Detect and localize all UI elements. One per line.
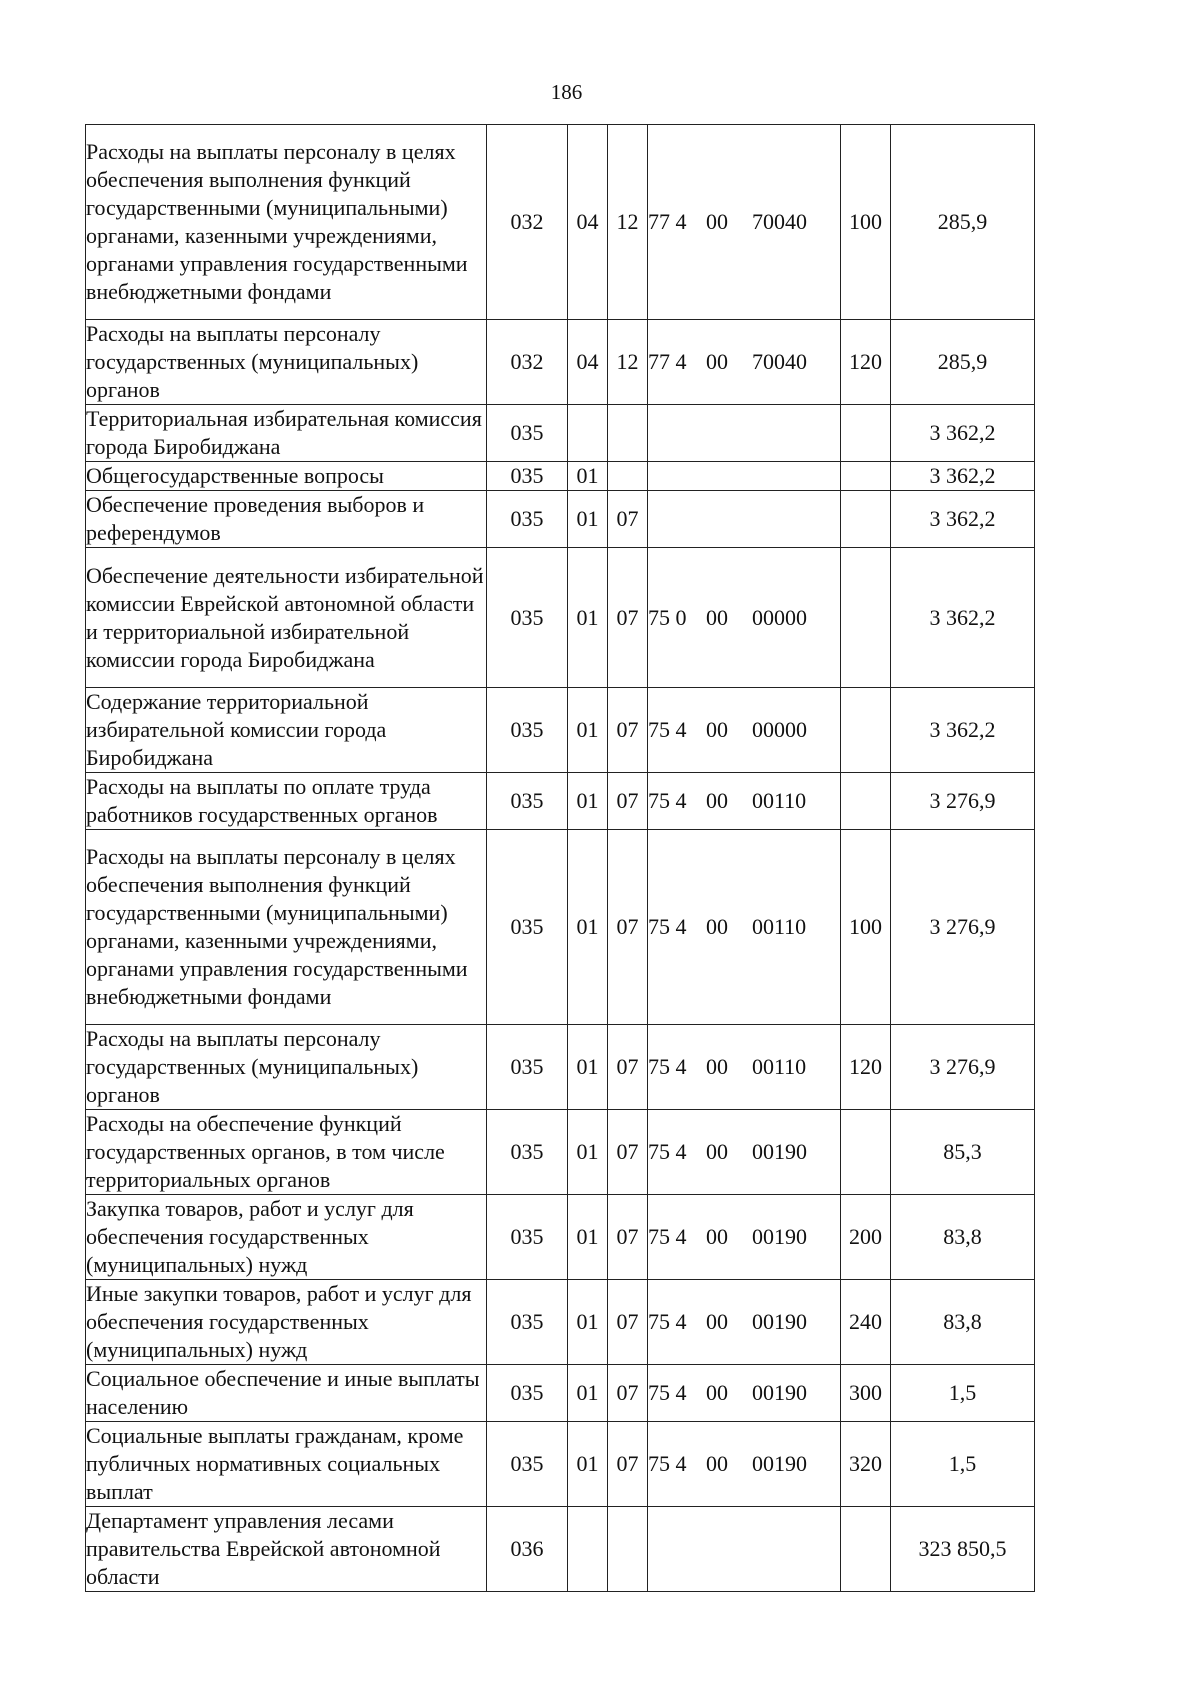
cell-name: Расходы на выплаты персоналу в целях обеспечения выполнения функций государственными (муниципальными) органами, казенными учреждениями, органами управления государственными внебюджетными фондами [86,830,487,1025]
csr-code: 00190 [752,1309,807,1334]
csr-code: 00110 [752,788,807,813]
csr-subprogram: 00 [706,1380,728,1405]
table-row [86,1422,1035,1507]
csr-subprogram: 00 [706,788,728,813]
cell-admin: 035 [487,1365,568,1422]
csr-program: 75 4 [648,788,687,813]
cell-subsection: 07 [608,1195,648,1280]
cell-amount: 3 276,9 [891,773,1035,830]
cell-name: Расходы на обеспечение функций государственных органов, в том числе территориальных органов [86,1110,487,1195]
cell-section: 04 [568,320,608,405]
cell-admin: 035 [487,773,568,830]
cell-section: 04 [568,125,608,320]
cell-name: Иные закупки товаров, работ и услуг для обеспечения государственных (муниципальных) нужд [86,1280,487,1365]
budget-table [85,124,1035,1592]
cell-amount: 3 362,2 [891,405,1035,462]
cell-admin: 035 [487,405,568,462]
csr-subprogram: 00 [706,349,728,374]
cell-subsection: 07 [608,1365,648,1422]
cell-subsection [608,405,648,462]
cell-section: 01 [568,688,608,773]
cell-target-article [648,491,841,548]
cell-amount: 3 362,2 [891,462,1035,491]
table-body [86,125,1035,1592]
csr-code: 00000 [752,604,807,630]
cell-name: Обеспечение проведения выборов и референдумов [86,491,487,548]
cell-section: 01 [568,1025,608,1110]
cell-expense-type: 240 [841,1280,891,1365]
csr-program: 75 4 [648,1451,687,1476]
cell-target-article [648,773,841,830]
cell-amount: 83,8 [891,1280,1035,1365]
cell-admin: 035 [487,830,568,1025]
cell-expense-type: 100 [841,125,891,320]
table-row [86,1195,1035,1280]
cell-name: Расходы на выплаты персоналу государственных (муниципальных) органов [86,320,487,405]
table-row [86,830,1035,1025]
cell-admin: 035 [487,491,568,548]
table-row [86,1365,1035,1422]
cell-subsection: 12 [608,125,648,320]
cell-admin: 035 [487,1110,568,1195]
csr-code: 00000 [752,717,807,742]
csr-subprogram: 00 [706,209,728,234]
cell-name: Департамент управления лесами правительства Еврейской автономной области [86,1507,487,1592]
cell-amount: 1,5 [891,1365,1035,1422]
csr-code: 70040 [752,349,807,374]
cell-admin: 032 [487,125,568,320]
cell-name: Расходы на выплаты персоналу в целях обеспечения выполнения функций государственными (муниципальными) органами, казенными учреждениями, органами управления государственными внебюджетными фондами [86,125,487,320]
cell-target-article [648,1025,841,1110]
cell-name: Расходы на выплаты персоналу государственных (муниципальных) органов [86,1025,487,1110]
cell-amount: 3 276,9 [891,1025,1035,1110]
csr-subprogram: 00 [706,717,728,742]
cell-expense-type [841,548,891,688]
csr-program: 77 4 [648,209,687,234]
cell-expense-type [841,405,891,462]
cell-amount: 83,8 [891,1195,1035,1280]
csr-subprogram: 00 [706,914,728,939]
csr-subprogram: 00 [706,1139,728,1164]
csr-program: 75 4 [648,1380,687,1405]
csr-subprogram: 00 [706,604,728,630]
cell-name: Содержание территориальной избирательной комиссии города Биробиджана [86,688,487,773]
cell-amount: 285,9 [891,320,1035,405]
csr-code: 70040 [752,209,807,234]
cell-section: 01 [568,773,608,830]
cell-target-article [648,1422,841,1507]
cell-subsection: 07 [608,1110,648,1195]
cell-expense-type: 300 [841,1365,891,1422]
cell-name: Территориальная избирательная комиссия города Биробиджана [86,405,487,462]
csr-code: 00110 [752,914,807,939]
cell-amount: 3 362,2 [891,548,1035,688]
table-row [86,1025,1035,1110]
cell-subsection: 07 [608,1025,648,1110]
csr-program: 75 4 [648,717,687,742]
cell-section: 01 [568,491,608,548]
cell-subsection: 07 [608,491,648,548]
cell-admin: 036 [487,1507,568,1592]
csr-subprogram: 00 [706,1309,728,1334]
csr-code: 00190 [752,1224,807,1249]
cell-name: Социальное обеспечение и иные выплаты населению [86,1365,487,1422]
cell-amount: 3 276,9 [891,830,1035,1025]
cell-amount: 323 850,5 [891,1507,1035,1592]
table-row [86,1507,1035,1592]
cell-subsection [608,462,648,491]
cell-subsection: 07 [608,688,648,773]
cell-admin: 035 [487,548,568,688]
cell-target-article [648,1110,841,1195]
cell-expense-type: 320 [841,1422,891,1507]
cell-section: 01 [568,1422,608,1507]
cell-name: Социальные выплаты гражданам, кроме публичных нормативных социальных выплат [86,1422,487,1507]
cell-expense-type [841,462,891,491]
cell-admin: 035 [487,1195,568,1280]
cell-section: 01 [568,1365,608,1422]
cell-section: 01 [568,1110,608,1195]
cell-name: Закупка товаров, работ и услуг для обеспечения государственных (муниципальных) нужд [86,1195,487,1280]
csr-program: 75 4 [648,1224,687,1249]
cell-admin: 035 [487,1280,568,1365]
cell-target-article [648,1365,841,1422]
cell-section [568,405,608,462]
cell-amount: 85,3 [891,1110,1035,1195]
cell-expense-type: 200 [841,1195,891,1280]
cell-admin: 035 [487,462,568,491]
cell-expense-type [841,491,891,548]
csr-code: 00110 [752,1054,807,1079]
table-row [86,548,1035,688]
cell-expense-type: 120 [841,1025,891,1110]
cell-admin: 032 [487,320,568,405]
csr-program: 75 0 [648,604,687,630]
table-row [86,405,1035,462]
cell-subsection [608,1507,648,1592]
cell-section: 01 [568,462,608,491]
cell-section: 01 [568,548,608,688]
cell-target-article [648,320,841,405]
table-row [86,125,1035,320]
csr-program: 75 4 [648,1139,687,1164]
cell-subsection: 07 [608,830,648,1025]
cell-subsection: 07 [608,548,648,688]
cell-target-article [648,405,841,462]
cell-amount: 3 362,2 [891,491,1035,548]
cell-target-article [648,1280,841,1365]
cell-amount: 3 362,2 [891,688,1035,773]
cell-section: 01 [568,1195,608,1280]
csr-code: 00190 [752,1451,807,1476]
cell-subsection: 07 [608,1280,648,1365]
cell-expense-type [841,688,891,773]
table-row [86,1110,1035,1195]
cell-target-article [648,688,841,773]
page-number: 186 [550,80,583,104]
table-row [86,462,1035,491]
cell-admin: 035 [487,1025,568,1110]
cell-amount: 1,5 [891,1422,1035,1507]
csr-program: 75 4 [648,914,687,939]
cell-subsection: 07 [608,773,648,830]
cell-expense-type: 120 [841,320,891,405]
cell-expense-type: 100 [841,830,891,1025]
cell-admin: 035 [487,688,568,773]
table-row [86,688,1035,773]
cell-name: Расходы на выплаты по оплате труда работников государственных органов [86,773,487,830]
csr-subprogram: 00 [706,1224,728,1249]
cell-target-article [648,830,841,1025]
cell-expense-type [841,773,891,830]
cell-section: 01 [568,1280,608,1365]
cell-admin: 035 [487,1422,568,1507]
table-row [86,1280,1035,1365]
cell-subsection: 12 [608,320,648,405]
cell-section [568,1507,608,1592]
cell-expense-type [841,1110,891,1195]
cell-amount: 285,9 [891,125,1035,320]
table-row [86,320,1035,405]
cell-subsection: 07 [608,1422,648,1507]
csr-subprogram: 00 [706,1451,728,1476]
table-row [86,773,1035,830]
csr-code: 00190 [752,1139,807,1164]
cell-target-article [648,125,841,320]
cell-target-article [648,1507,841,1592]
cell-expense-type [841,1507,891,1592]
cell-name: Обеспечение деятельности избирательной комиссии Еврейской автономной области и территориальной избирательной комиссии города Биробиджана [86,548,487,688]
csr-program: 75 4 [648,1054,687,1079]
cell-target-article [648,1195,841,1280]
csr-program: 75 4 [648,1309,687,1334]
cell-target-article [648,548,841,688]
cell-section: 01 [568,830,608,1025]
csr-program: 77 4 [648,349,687,374]
csr-code: 00190 [752,1380,807,1405]
cell-name: Общегосударственные вопросы [86,462,487,491]
cell-target-article [648,462,841,491]
table-row [86,491,1035,548]
csr-subprogram: 00 [706,1054,728,1079]
